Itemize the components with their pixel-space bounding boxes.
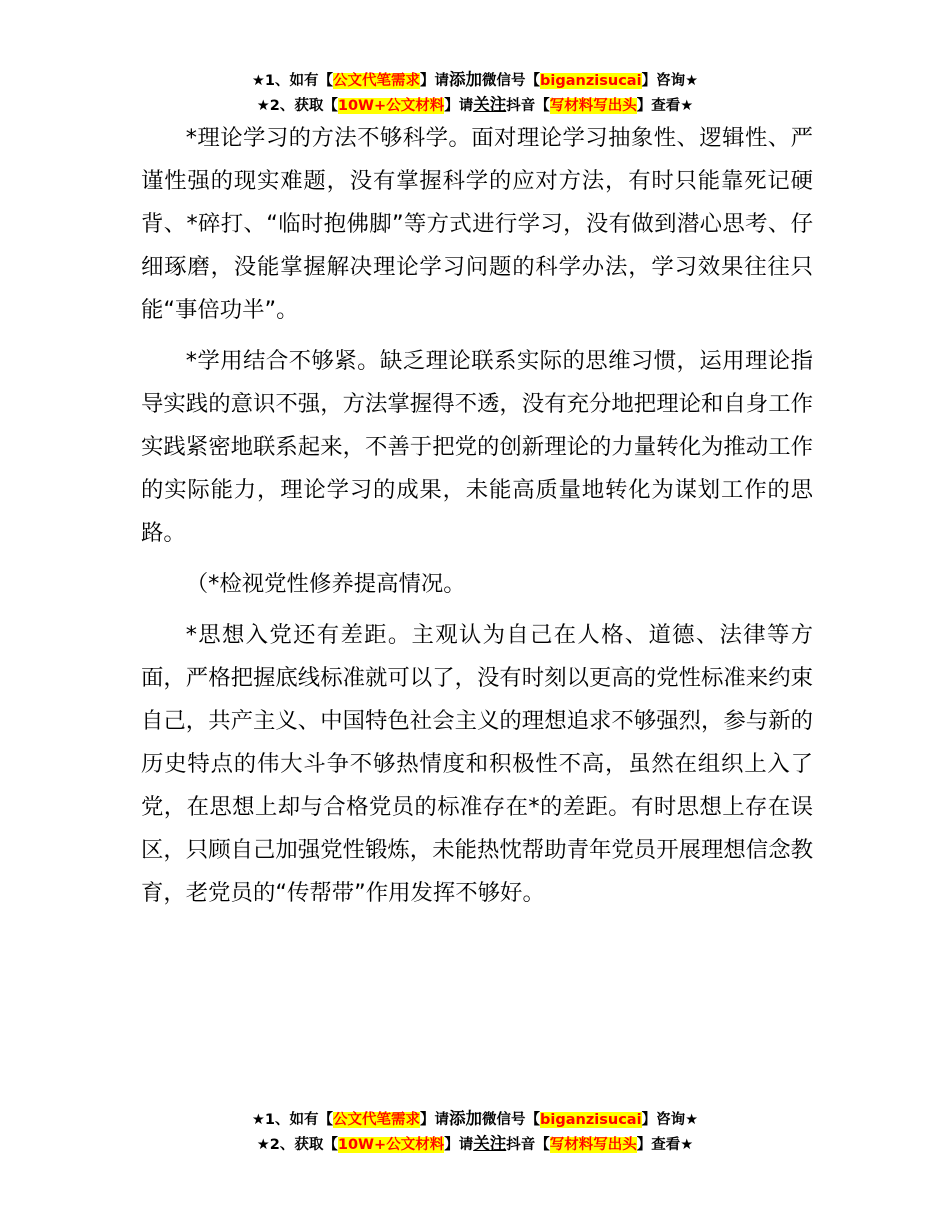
banner-text: ★1、如有【: [251, 1112, 334, 1128]
banner-text: ★1、如有【: [251, 73, 334, 89]
banner-emphasis: 关注: [473, 1134, 507, 1153]
banner-text: 抖音【: [506, 1137, 550, 1153]
highlight-wechat-id: biganzisucai: [540, 1112, 642, 1128]
paragraph: *思想入党还有差距。主观认为自己在人格、道德、法律等方面，严格把握底线标准就可以了，没有时刻以更高的党性标准来约束自己，共产主义、中国特色社会主义的理想追求不够强烈，参与新的历史特点的伟大斗争不够热情度和积极性不高，虽然在组织上入了党，在思想上却与合格党员的标准存在*的差距。有时思想上存在误区，只顾自己加强党性锻炼，未能热忱帮助青年党员开展理想信念教育，老党员的“传帮带”作用发挥不够好。: [141, 622, 813, 906]
banner-text: 】请: [444, 98, 474, 114]
banner-text: ★2、获取【: [256, 1137, 338, 1153]
highlight-wechat-id: biganzisucai: [540, 73, 642, 89]
highlight-materials: 10W+公文材料: [337, 98, 445, 114]
banner-text: 抖音【: [506, 98, 550, 114]
footer-banner: [0, 1107, 950, 1157]
highlight-douyin: 写材料写出头: [549, 1137, 637, 1153]
banner-line-1: [0, 68, 950, 93]
banner-line-1: [0, 1107, 950, 1132]
highlight-materials: 10W+公文材料: [337, 1137, 445, 1153]
banner-text: ★2、获取【: [256, 98, 338, 114]
highlight-service: 公文代笔需求: [333, 1112, 421, 1128]
banner-text: 】请: [420, 1112, 450, 1128]
banner-text: 微信号【: [482, 73, 541, 89]
banner-text: 】请: [420, 73, 450, 89]
highlight-douyin: 写材料写出头: [549, 98, 637, 114]
header-banner: [0, 68, 950, 118]
banner-emphasis: 添加: [449, 70, 483, 89]
paragraph: *学用结合不够紧。缺乏理论联系实际的思维习惯，运用理论指导实践的意识不强，方法掌握得不透，没有充分地把理论和自身工作实践紧密地联系起来，不善于把党的创新理论的力量转化为推动工作的实际能力，理论学习的成果，未能高质量地转化为谋划工作的思路。: [141, 348, 813, 546]
banner-text: 】咨询★: [641, 73, 699, 89]
banner-text: 】查看★: [636, 98, 694, 114]
section-heading: （*检视党性修养提高情况。: [185, 571, 466, 597]
banner-emphasis: 关注: [473, 95, 507, 114]
banner-emphasis: 添加: [449, 1109, 483, 1128]
banner-line-2: [0, 93, 950, 118]
highlight-service: 公文代笔需求: [333, 73, 421, 89]
banner-text: 】咨询★: [641, 1112, 699, 1128]
banner-text: 微信号【: [482, 1112, 541, 1128]
banner-text: 】请: [444, 1137, 474, 1153]
banner-text: 】查看★: [636, 1137, 694, 1153]
document-body: [141, 117, 813, 923]
banner-line-2: [0, 1132, 950, 1157]
paragraph: *理论学习的方法不够科学。面对理论学习抽象性、逻辑性、严谨性强的现实难题，没有掌握科学的应对方法，有时只能靠死记硬背、*碎打、“临时抱佛脚”等方式进行学习，没有做到潜心思考、仔细琢磨，没能掌握解决理论学习问题的科学办法，学习效果往往只能“事倍功半”。: [141, 125, 813, 323]
